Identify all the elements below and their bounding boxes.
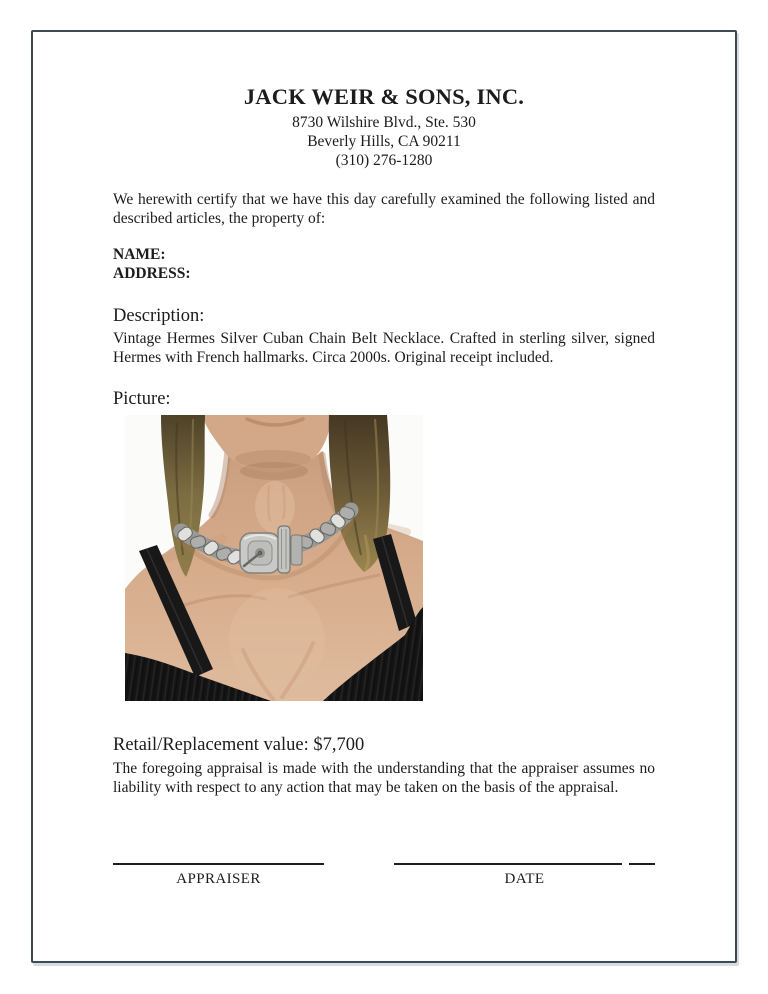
- picture-heading: Picture:: [113, 389, 171, 409]
- certification-text: We herewith certify that we have this day carefully examined the following listed and described articles, the property of:: [113, 191, 655, 227]
- address-label: ADDRESS:: [113, 265, 191, 282]
- name-label: NAME:: [113, 246, 166, 263]
- description-heading: Description:: [113, 306, 205, 326]
- date-label: DATE: [504, 871, 545, 887]
- owner-fields: [113, 245, 655, 283]
- retail-value-label: Retail/Replacement value:: [113, 735, 309, 755]
- disclaimer-text: The foregoing appraisal is made with the understanding that the appraiser assumes no liability with respect to any action that may be taken on the basis of the appraisal.: [113, 760, 655, 796]
- appraiser-label: APPRAISER: [176, 871, 261, 887]
- retail-value-heading: [113, 733, 655, 757]
- document-content: [113, 0, 655, 888]
- appraiser-signature-block: [113, 853, 324, 888]
- date-signature-block: [394, 853, 655, 888]
- company-phone: (310) 276-1280: [335, 152, 433, 169]
- appraiser-signature-line: [113, 853, 324, 865]
- date-signature-line-long: [394, 853, 622, 865]
- company-address-line2: Beverly Hills, CA 90211: [307, 133, 461, 150]
- date-signature-line-short: [629, 853, 655, 865]
- retail-value-amount: $7,700: [313, 735, 365, 755]
- company-name: JACK WEIR & SONS, INC.: [243, 84, 525, 109]
- description-text: Vintage Hermes Silver Cuban Chain Belt Necklace. Crafted in sterling silver, signed Hermes with French hallmarks. Circa 2000s. Original receipt included.: [113, 330, 655, 366]
- signature-row: [113, 853, 655, 888]
- necklace-photo: [125, 415, 423, 701]
- date-signature-line: [394, 853, 655, 865]
- company-address-line1: 8730 Wilshire Blvd., Ste. 530: [292, 114, 476, 131]
